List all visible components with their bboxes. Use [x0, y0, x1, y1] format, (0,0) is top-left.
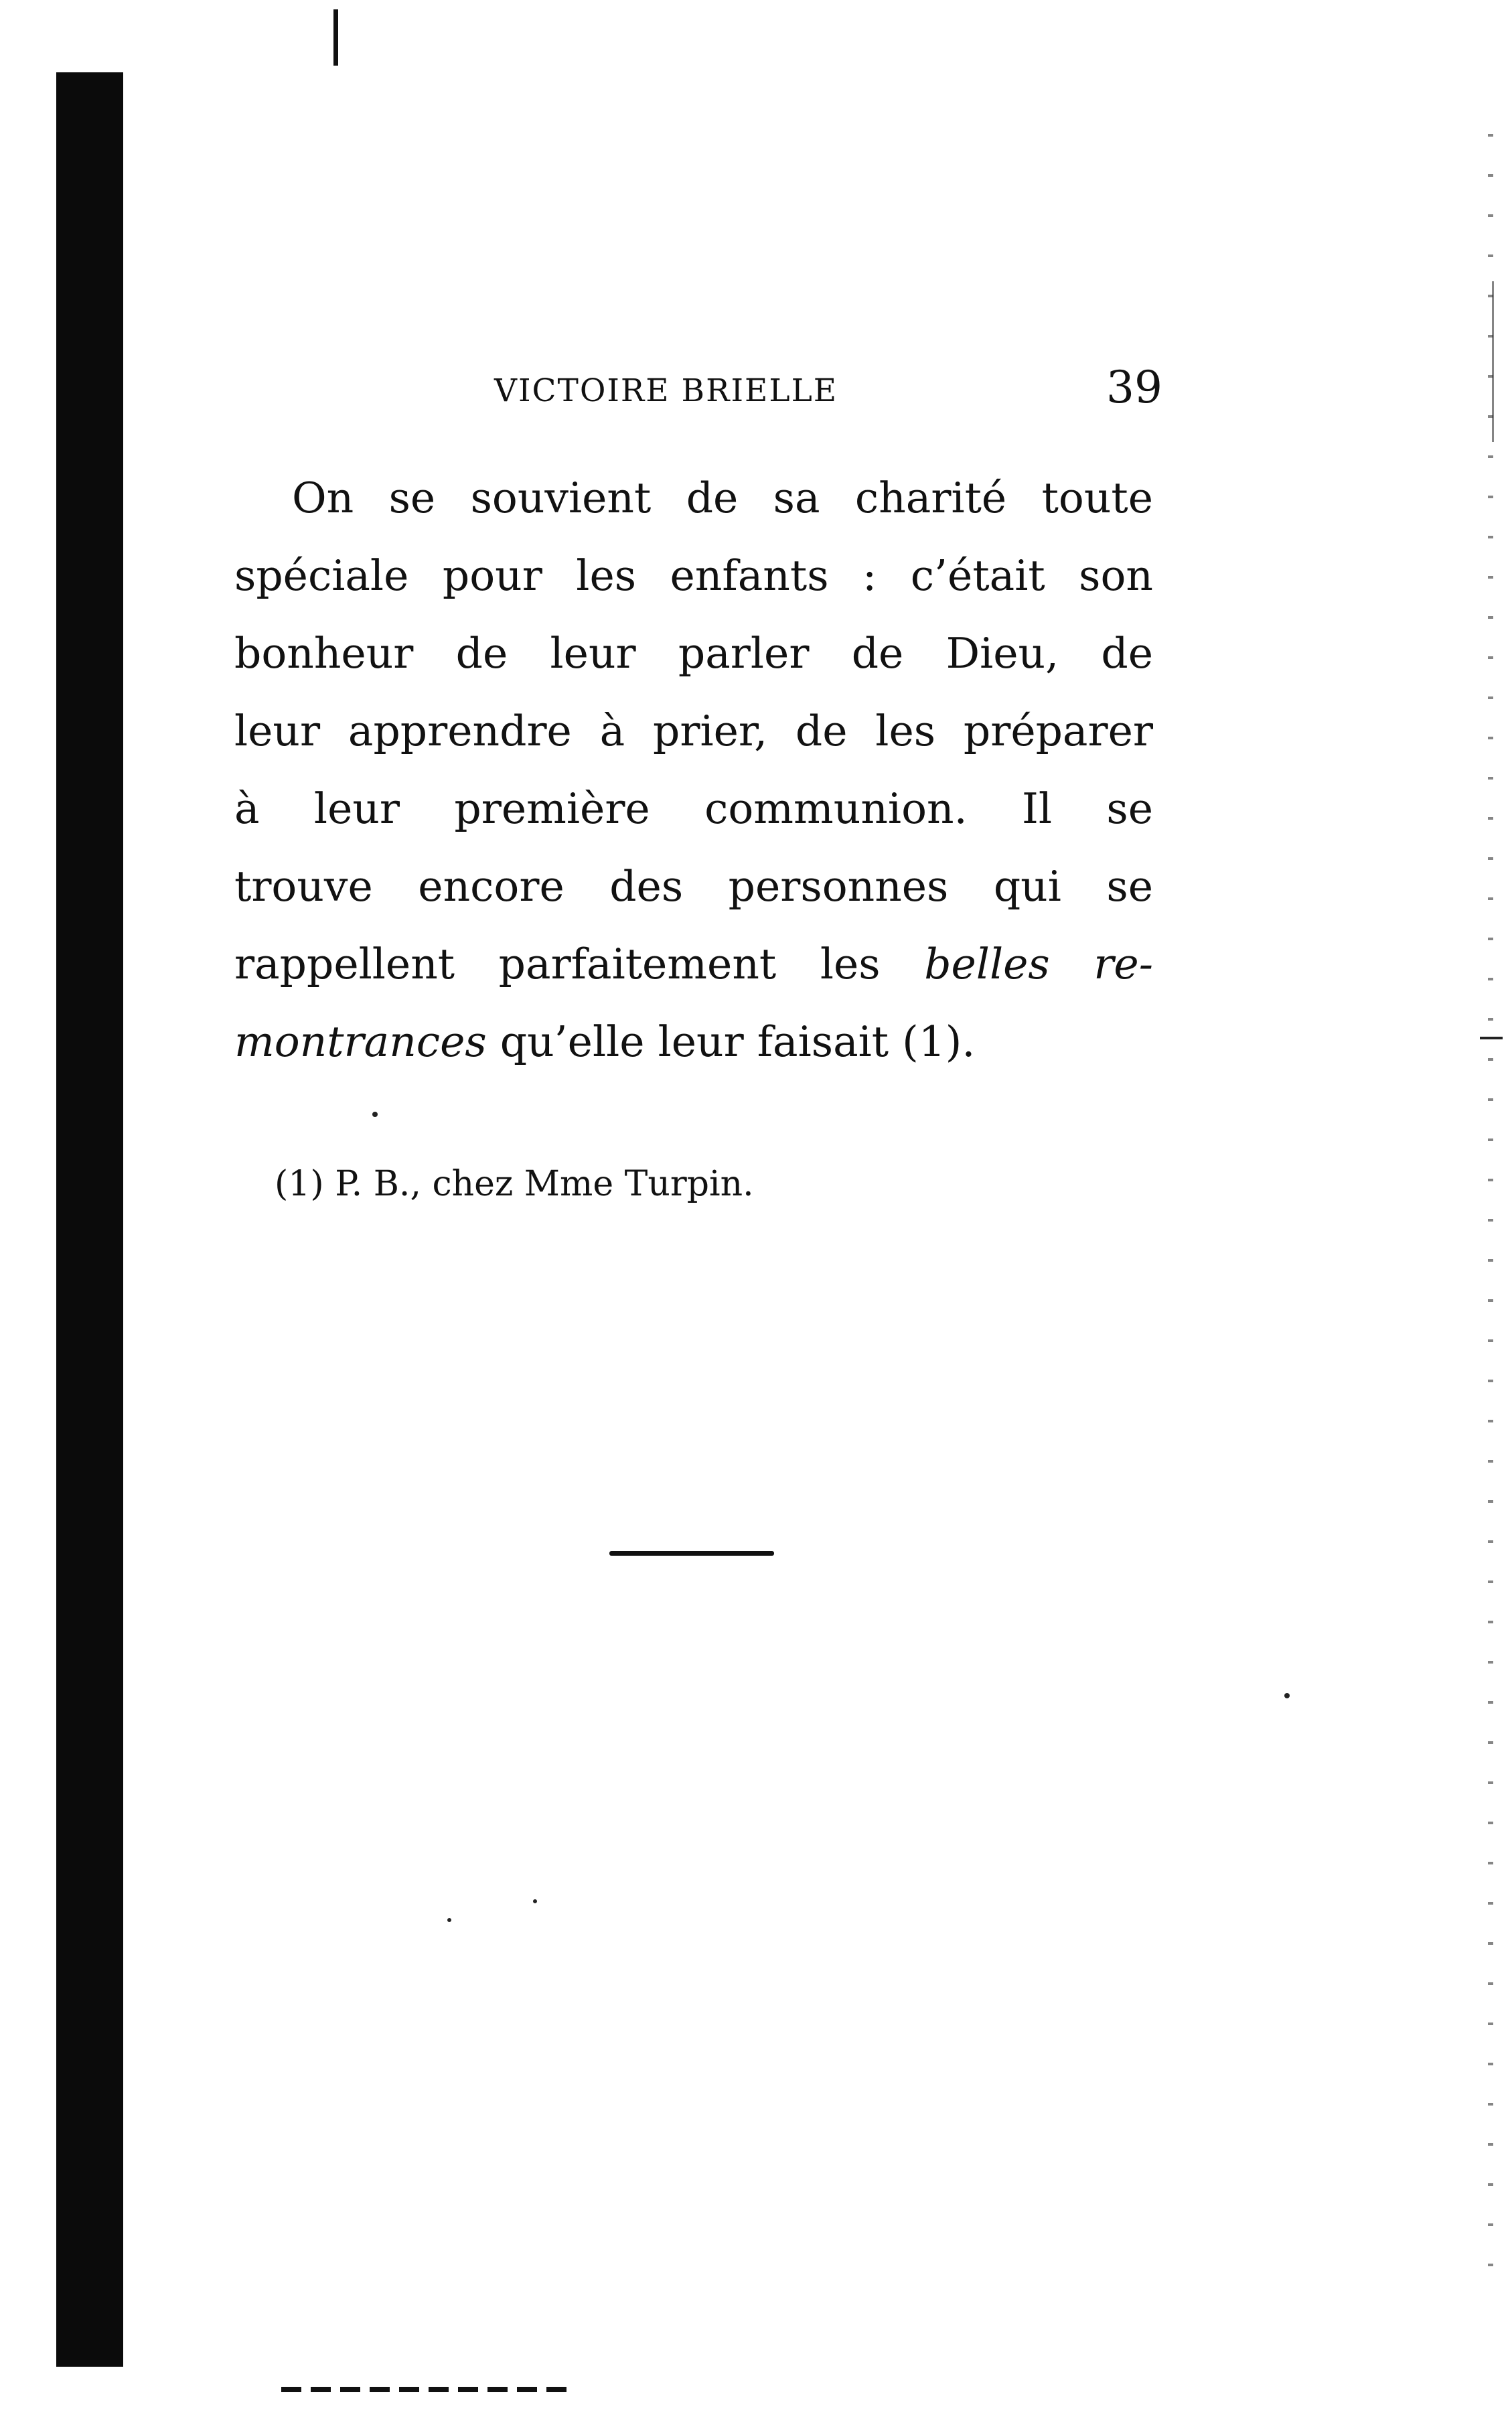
text-line [234, 1003, 1153, 1081]
ink-speck [447, 1918, 451, 1922]
text-line: à leur première communion. Il se [234, 784, 1153, 833]
text-segment: rappellent parfaitement les [234, 940, 881, 988]
binding-shadow [56, 72, 123, 2367]
text-segment: qu’elle leur faisait (1). [500, 1017, 976, 1066]
page-edge-dash [1480, 1037, 1503, 1039]
text-line: trouve encore des personnes qui se [234, 862, 1153, 911]
page-edge-artifact [1488, 134, 1493, 2277]
italic-text: belles re- [924, 940, 1153, 988]
text-line: spéciale pour les enfants : c’était son [234, 551, 1153, 600]
running-head: VICTOIRE BRIELLE [494, 372, 838, 409]
page-number: 39 [1106, 362, 1162, 413]
text-line: On se souvient de sa charité toute [292, 473, 1153, 522]
ink-speck [1284, 1693, 1290, 1698]
ink-speck [372, 1112, 378, 1117]
end-rule [609, 1551, 774, 1556]
paragraph [234, 459, 1153, 1081]
bottom-edge-artifact [281, 2387, 576, 2392]
text-line: leur apprendre à prier, de les préparer [234, 707, 1153, 755]
page-edge-line [1492, 281, 1494, 442]
italic-text: montrances [234, 1017, 487, 1066]
text-line [234, 926, 1153, 1003]
scan-mark [333, 9, 338, 66]
text-line: bonheur de leur parler de Dieu, de [234, 629, 1153, 678]
ink-speck [533, 1899, 537, 1903]
footnote: (1) P. B., chez Mme Turpin. [275, 1164, 754, 1204]
